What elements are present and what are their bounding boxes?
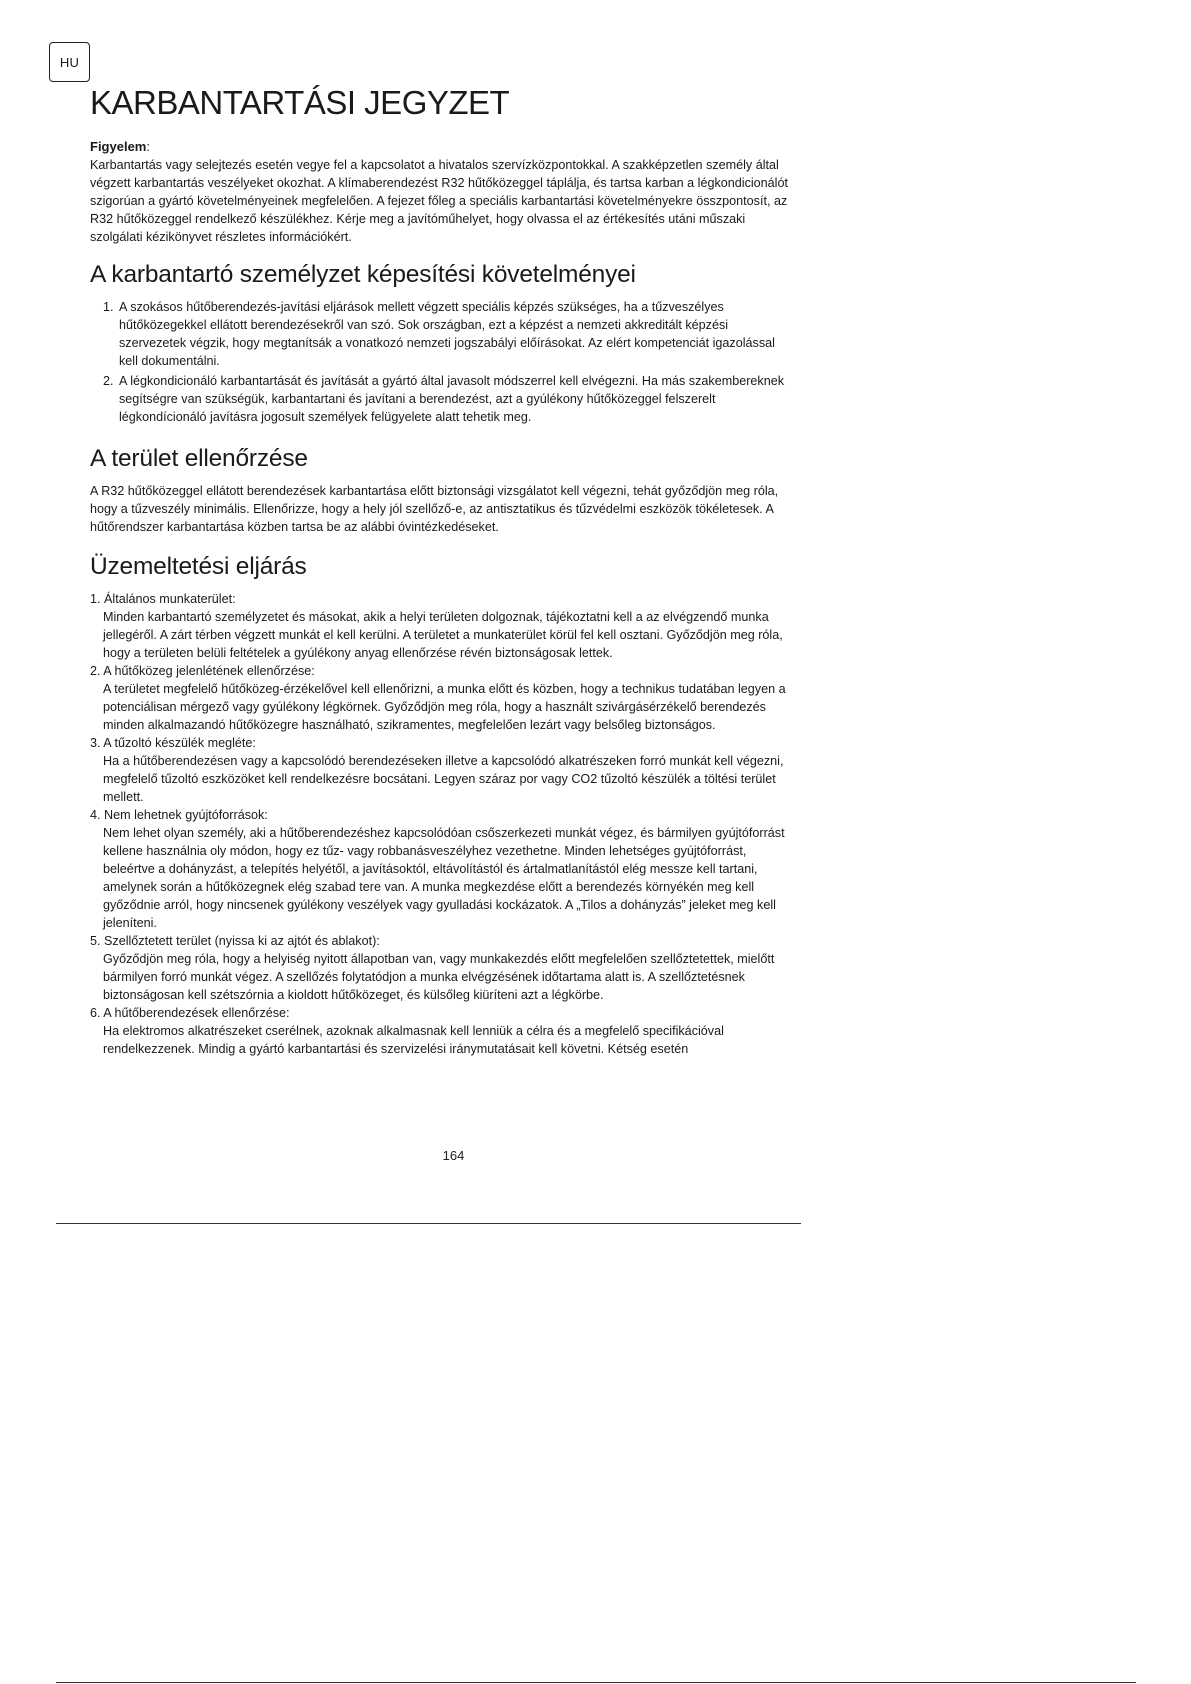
list-item-body: Ha elektromos alkatrészeket cserélnek, azoknak alkalmasnak kell lenniük a célra és a megfelelő specifikációval rendelkezzenek. Mindig a gyártó karbantartási és szervizelési iránymutatásait kell követni. Kétség esetén (103, 1024, 724, 1056)
list-item: 2. A légkondicionáló karbantartását és javítását a gyártó által javasolt módszerrel kell elvégezni. Ha más szakembereknek segítségre van szükségük, karbantartani és javítani a berendezést, azt a gyúlékony hűtőközeggel felszerelt légkondícionáló javításra jogosult személyek felügyelete alatt tehetik meg. (117, 372, 790, 426)
section-title-area-check: A terület ellenőrzése (90, 445, 308, 472)
list-item-heading: 6. A hűtőberendezések ellenőrzése: (90, 1006, 290, 1020)
list-item (90, 662, 790, 734)
list-item-heading: 1. Általános munkaterület: (90, 592, 236, 606)
area-check-text: A R32 hűtőközeggel ellátott berendezések karbantartása előtt biztonsági vizsgálatot kell végezni, tehát győződjön meg róla, hogy a tűzveszély minimális. Ellenőrizze, hogy a hely jól szellőző-e, az antisztatikus és tűzvédelmi eszközök tökéletesek. A hűtőrendszer karbantartása közben tartsa be az alábbi óvintézkedéseket. (90, 484, 779, 534)
list-item-heading: 3. A tűzoltó készülék megléte: (90, 736, 256, 750)
qualification-list (90, 298, 790, 426)
divider-line (56, 1223, 801, 1224)
language-badge: HU (49, 42, 90, 82)
attention-block (90, 138, 790, 156)
operation-list (90, 590, 790, 1058)
attention-label: Figyelem (90, 139, 147, 154)
list-item (90, 590, 790, 662)
section-title-qualification: A karbantartó személyzet képesítési követelményei (90, 261, 636, 288)
list-item-body: A területet megfelelő hűtőközeg-érzékelővel kell ellenőrizni, a munka előtt és közben, hogy a technikus tudatában legyen a potenciálisan mérgező vagy gyúlékony légkörnek. Győződjön meg róla, hogy a használt szivárgásérzékelő berendezés minden alkalmazandó hűtőközegre használható, szikramentes, megfelelően lezárt vagy belsőleg biztonságos. (103, 682, 786, 732)
list-item (90, 1004, 790, 1058)
list-item: 1. A szokásos hűtőberendezés-javítási eljárások mellett végzett speciális képzés szükséges, ha a tűzveszélyes hűtőközegekkel ellátott berendezésekről van szó. Sok országban, ezt a képzést a nemzeti akkreditált képzési szervezetek végzik, hogy megtanítsák a vonatkozó nemzeti jogszabályi előírásokat. Az elért kompetenciát igazolással kell dokumentálni. (117, 298, 790, 370)
list-item-body: Ha a hűtőberendezésen vagy a kapcsolódó berendezéseken illetve a kapcsolódó alkatrészeken forró munkát kell végezni, megfelelő tűzoltó eszközöket kell rendelkezésre bocsátani. Legyen száraz por vagy CO2 tűzoltó készülék a töltési terület mellett. (103, 754, 784, 804)
list-item (90, 932, 790, 1004)
list-item (90, 734, 790, 806)
attention-text: Karbantartás vagy selejtezés esetén vegye fel a kapcsolatot a hivatalos szervízközpontokkal. A szakképzetlen személy által végzett karbantartás veszélyeket okozhat. A klímaberendezést R32 hűtőközeggel táplálja, és tartsa karban a légkondicionálót szigorúan a gyártó követelményeinek megfelelően. A fejezet főleg a speciális karbantartási követelményekre összpontosít, az R32 hűtőközeggel rendelkező készülékhez. Kérje meg a javítóműhelyet, hogy olvassa el az értékesítés utáni műszaki szolgálati kézikönyvet részletes információkért. (90, 158, 788, 244)
section-title-operation: Üzemeltetési eljárás (90, 553, 307, 580)
list-item-body: Nem lehet olyan személy, aki a hűtőberendezéshez kapcsolódóan csőszerkezeti munkát végez, és bármilyen gyújtóforrást kellene használnia oly módon, hogy ez tűz- vagy robbanásveszélyhez vezethetne. Minden lehetséges gyújtóforrást, beleértve a dohányzást, a telepítés helyétől, a javításoktól, eltávolítástól és ártalmatlanítástól elég messze kell tartani, amelynek során a hűtőközegnek elég szabad tere van. A munka megkezdése előtt a berendezés környékén meg kell győződnie arról, hogy nincsenek gyúlékony veszélyek vagy gyulladási kockázatok. A „Tilos a dohányzás” jeleket meg kell jeleníteni. (103, 826, 785, 930)
document-content (90, 80, 790, 1058)
list-item-body: Győződjön meg róla, hogy a helyiség nyitott állapotban van, vagy munkakezdés előtt megfelelően szellőztetettek, mielőtt bármilyen forró munkát végez. A szellőzés folytatódjon a munka elvégzésének időtartama alatt is. A szellőztetésnek biztonságosan kell szétszórnia a kioldott hűtőközeget, és külsőleg kiüríteni azt a légkörbe. (103, 952, 775, 1002)
attention-colon: : (146, 139, 150, 154)
list-item-heading: 5. Szellőztetett terület (nyissa ki az ajtót és ablakot): (90, 934, 380, 948)
list-item-heading: 4. Nem lehetnek gyújtóforrások: (90, 808, 268, 822)
list-item-heading: 2. A hűtőközeg jelenlétének ellenőrzése: (90, 664, 315, 678)
list-item (90, 806, 790, 932)
list-item-body: Minden karbantartó személyzetet és másokat, akik a helyi területen dolgoznak, tájékoztatni kell a az elvégzendő munka jellegéről. A zárt térben végzett munkát el kell kerülni. A területet a munkaterület körül fel kell osztani. Győződjön meg róla, hogy a területen belüli feltételek a gyúlékony anyag ellenőrzése révén biztonságosak lettek. (103, 610, 783, 660)
page-number: 164 (442, 1148, 465, 1163)
divider-line-bottom (56, 1682, 1136, 1683)
page-title: KARBANTARTÁSI JEGYZET (90, 84, 510, 121)
